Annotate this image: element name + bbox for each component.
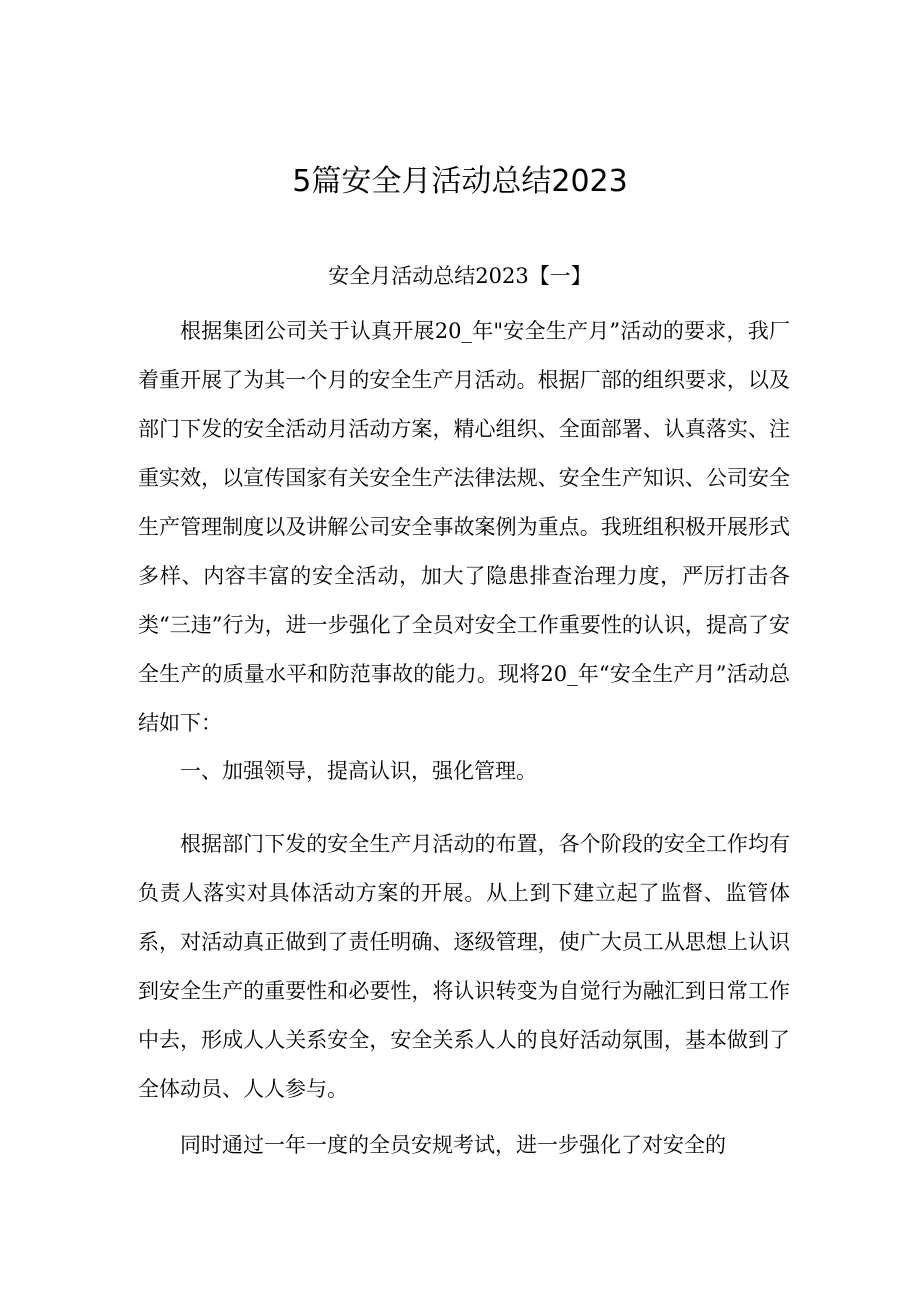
paragraph-exam: 同时通过一年一度的全员安规考试，进一步强化了对安全的 [180,1133,726,1157]
section-point-heading: 一、加强领导，提高认识，强化管理。 [180,759,537,783]
section-heading: 安全月活动总结2023【一】 [328,264,592,288]
paragraph-intro: 根据集团公司关于认真开展20_年"安全生产月”活动的要求，我厂着重开展了为其一个月的安全生产月活动。根据厂部的组织要求，以及部门下发的安全活动月活动方案，精心组织、全面部署、认真落实、注重实效，以宣传国家有关安全生产法律法规、安全生产知识、公司安全生产管理制度以及讲解公司安全事故案例为重点。我班组积极开展形式多样、内容丰富的安全活动，加大了隐患排查治理力度，严厉打击各类“三违”行为，进一步强化了全员对安全工作重要性的认识，提高了安全生产的质量水平和防范事故的能力。现将20_年“安全生产月”活动总结如下： [138,319,790,735]
paragraph-leadership: 根据部门下发的安全生产月活动的布置，各个阶段的安全工作均有负责人落实对具体活动方案的开展。从上到下建立起了监督、监管体系，对活动真正做到了责任明确、逐级管理，使广大员工从思想上认识到安全生产的重要性和必要性，将认识转变为自觉行为融汇到日常工作中去，形成人人关系安全，安全关系人人的良好活动氛围，基本做到了全体动员、人人参与。 [138,832,790,1101]
document-title: 5篇安全月活动总结2023 [292,164,628,199]
